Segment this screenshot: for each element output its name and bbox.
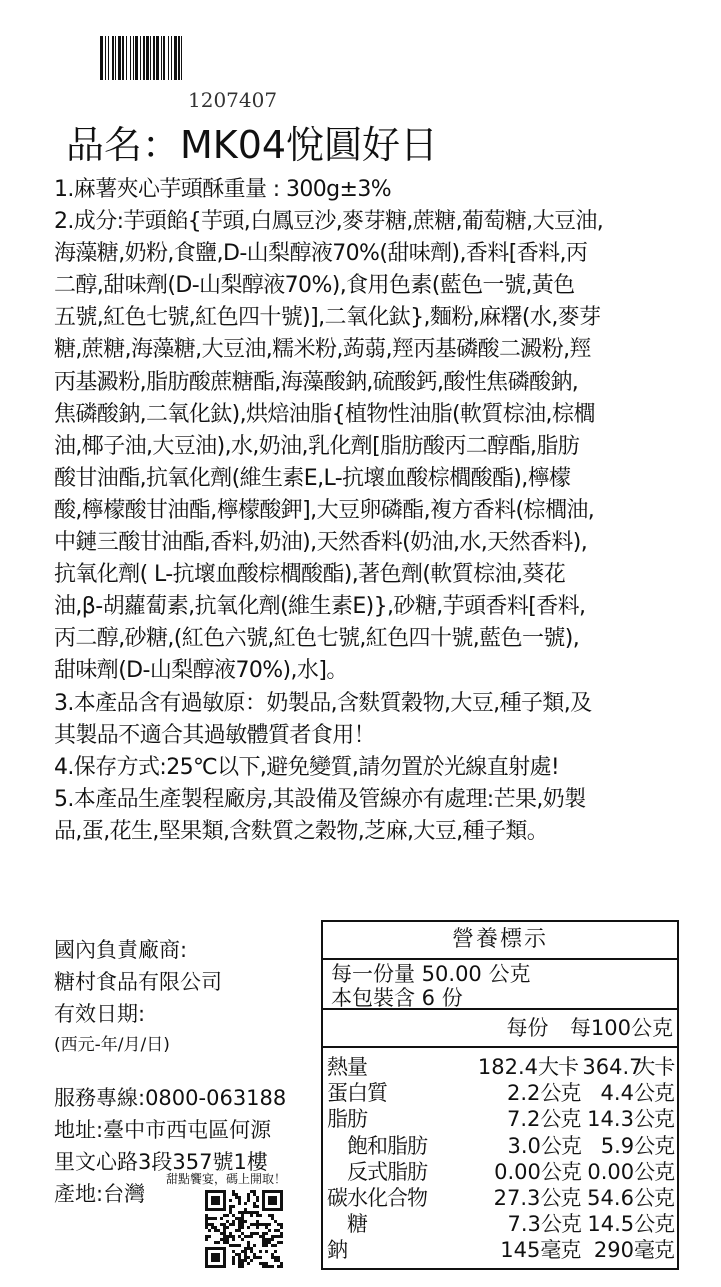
- unit: 大卡: [634, 1055, 675, 1079]
- per-100g-value: 14.3: [587, 1107, 634, 1132]
- text-line: 中鏈三酸甘油酯,香料,奶油),天然香料(奶油,水,天然香料),: [54, 530, 588, 556]
- text-line: 品,蛋,花生,堅果類,含麩質之穀物,芝麻,大豆,種子類。: [54, 818, 549, 844]
- manufacturer-name: 糖村食品有限公司: [54, 970, 222, 994]
- unit: 毫克: [633, 1238, 674, 1263]
- nutrient-name: 糖: [347, 1212, 367, 1237]
- per-serving-value: 2.2: [506, 1081, 541, 1106]
- nutrient-name: 飽和脂肪: [347, 1133, 427, 1158]
- qr-slogan: 甜點饗宴，碼上開取！: [166, 1172, 287, 1186]
- per-serving-value: 182.4: [477, 1055, 538, 1079]
- nutrient-name: 脂肪: [327, 1107, 367, 1132]
- address-line-1: 地址:臺中市西屯區何源: [54, 1118, 272, 1142]
- per-100g-value: 364.7: [582, 1055, 643, 1079]
- nutrition-row: [323, 1133, 677, 1159]
- per-100g-value: 14.5: [587, 1212, 635, 1237]
- text-line: 油,椰子油,大豆油),水,奶油,乳化劑[脂肪酸丙二醇酯,脂肪: [54, 433, 580, 459]
- unit: 大卡: [538, 1055, 578, 1079]
- nutrition-row: [323, 1080, 677, 1106]
- unit: 公克: [633, 1107, 674, 1132]
- per-100g-value: 4.4: [600, 1081, 634, 1106]
- text-line: 油,β-胡蘿蔔素,抗氧化劑(維生素E)},砂糖,芋頭香料[香料,: [54, 594, 586, 620]
- per-serving-value: 27.3: [493, 1185, 541, 1210]
- manufacturer-label: 國內負責廠商:: [54, 938, 188, 962]
- text-line: 甜味劑(D-山梨醇液70%),水]。: [54, 658, 348, 684]
- nutrient-name: 鈉: [327, 1238, 347, 1263]
- unit: 公克: [633, 1185, 674, 1210]
- unit: 公克: [540, 1212, 581, 1237]
- col-per-serving: 每份: [506, 1016, 549, 1040]
- per-100g-value: 0.00: [587, 1159, 635, 1184]
- unit: 公克: [540, 1133, 581, 1158]
- text-line: 二醇,甜味劑(D-山梨醇液70%),食用色素(藍色一號,黃色: [54, 273, 575, 299]
- text-line: 3.本產品含有過敏原：奶製品,含麩質穀物,大豆,種子類,及: [54, 690, 592, 716]
- per-100g-value: 290: [593, 1238, 634, 1263]
- nutrient-name: 碳水化合物: [327, 1185, 427, 1210]
- origin: 產地:台灣: [54, 1182, 146, 1206]
- ingredients-block: [54, 174, 714, 848]
- nutrition-row: [323, 1054, 677, 1080]
- col-per-100g: 每100公克: [569, 1016, 673, 1040]
- expiry-format: (西元-年/月/日): [54, 1035, 170, 1055]
- per-100g-value: 54.6: [587, 1185, 634, 1210]
- text-line: 丙基澱粉,脂肪酸蔗糖酯,海藻酸鈉,硫酸鈣,酸性焦磷酸鈉,: [54, 369, 579, 395]
- nutrient-name: 蛋白質: [327, 1081, 387, 1106]
- nutrition-row: [323, 1237, 677, 1263]
- serving-size: 每一份量 50.00 公克: [331, 962, 531, 986]
- text-line: 酸,檸檬酸甘油酯,檸檬酸鉀],大豆卵磷酯,複方香料(棕櫚油,: [54, 497, 595, 523]
- text-line: 其製品不適合其過敏體質者食用！: [54, 722, 376, 748]
- nutrition-row: [323, 1159, 677, 1185]
- unit: 公克: [540, 1159, 581, 1184]
- text-line: 焦磷酸鈉,二氧化鈦),烘焙油脂{植物性油脂(軟質棕油,棕櫚: [54, 401, 595, 427]
- expiry-label: 有效日期:: [54, 1002, 146, 1026]
- per-100g-value: 5.9: [600, 1133, 635, 1158]
- nutrient-name: 熱量: [327, 1055, 367, 1079]
- unit: 公克: [634, 1133, 675, 1158]
- nutrition-row: [323, 1106, 677, 1132]
- text-line: 抗氧化劑( L-抗壞血酸棕櫚酸酯),著色劑(軟質棕油,葵花: [54, 562, 566, 588]
- unit: 公克: [634, 1159, 675, 1184]
- per-serving-value: 145: [500, 1238, 541, 1263]
- unit: 公克: [633, 1081, 674, 1106]
- product-title: 品名：MK04悅圓好日: [66, 123, 439, 167]
- unit: 公克: [634, 1212, 675, 1237]
- nutrition-header: [323, 1010, 677, 1048]
- company-info: [54, 934, 324, 1210]
- unit: 公克: [540, 1081, 581, 1106]
- nutrition-title: 營養標示: [323, 922, 677, 960]
- text-line: 2.成分:芋頭餡{芋頭,白鳳豆沙,麥芽糖,蔗糖,葡萄糖,大豆油,: [54, 209, 604, 235]
- per-serving-value: 3.0: [507, 1133, 541, 1158]
- text-line: 4.保存方式:25℃以下,避免變質,請勿置於光線直射處!: [54, 754, 560, 780]
- unit: 毫克: [540, 1238, 581, 1263]
- nutrition-row: [323, 1211, 677, 1237]
- text-line: 5.本產品生產製程廠房,其設備及管線亦有處理:芒果,奶製: [54, 786, 586, 812]
- text-line: 酸甘油酯,抗氧化劑(維生素E,L-抗壞血酸棕櫚酸酯),檸檬: [54, 465, 571, 491]
- service-line: 服務專線:0800-063188: [54, 1086, 287, 1110]
- serving-info: [323, 960, 677, 1010]
- nutrition-rows: [323, 1048, 677, 1264]
- text-line: 海藻糖,奶粉,食鹽,D-山梨醇液70%(甜味劑),香料[香料,丙: [54, 241, 588, 267]
- barcode-number: 1207407: [188, 88, 278, 112]
- unit: 公克: [540, 1185, 581, 1210]
- nutrition-row: [323, 1185, 677, 1211]
- qr-code-icon[interactable]: [205, 1190, 283, 1268]
- per-serving-value: 0.00: [494, 1159, 541, 1184]
- nutrition-table: [321, 920, 679, 1270]
- servings-per-pack: 本包裝含 6 份: [331, 986, 463, 1010]
- nutrient-name: 反式脂肪: [347, 1159, 427, 1184]
- barcode: [100, 36, 276, 80]
- unit: 公克: [540, 1107, 581, 1132]
- text-line: 丙二醇,砂糖,(紅色六號,紅色七號,紅色四十號,藍色一號),: [54, 626, 580, 652]
- per-serving-value: 7.3: [507, 1212, 541, 1237]
- per-serving-value: 7.2: [506, 1107, 541, 1132]
- text-line: 糖,蔗糖,海藻糖,大豆油,糯米粉,蒟蒻,羥丙基磷酸二澱粉,羥: [54, 337, 591, 363]
- text-line: 五號,紅色七號,紅色四十號)],二氧化鈦},麵粉,麻糬(水,麥芽: [54, 305, 601, 331]
- address-line-2: 里文心路3段357號1樓: [54, 1150, 268, 1174]
- text-line: 1.麻薯夾心芋頭酥重量 : 300g±3%: [54, 177, 392, 202]
